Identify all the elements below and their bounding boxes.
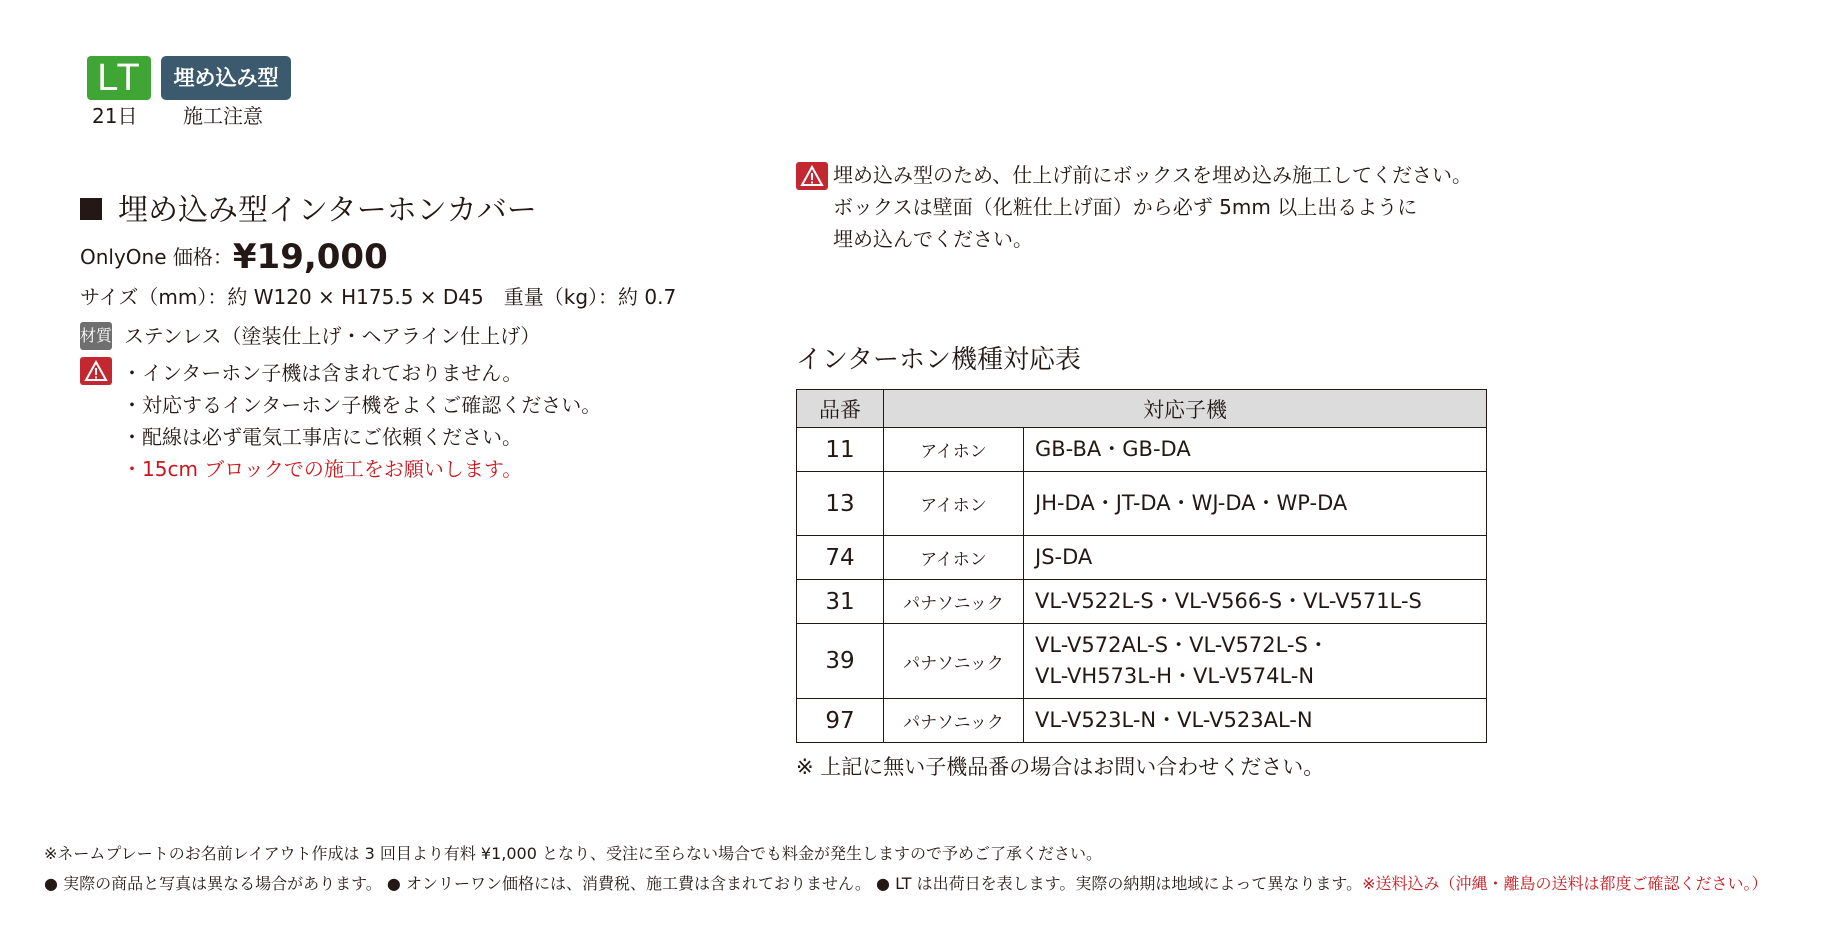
models-cell bbox=[1024, 472, 1487, 536]
material-icon: 材質 bbox=[80, 322, 112, 350]
footer-disclaimers bbox=[44, 873, 1768, 895]
table-row bbox=[797, 624, 1487, 699]
caution-line: 埋め込んでください。 bbox=[833, 227, 1033, 251]
lead-time-badge: LT bbox=[87, 56, 151, 100]
note-item-red: ・15cm ブロックでの施工をお願いします。 bbox=[122, 457, 523, 481]
product-title bbox=[80, 193, 537, 229]
models-cell bbox=[1024, 536, 1487, 580]
size-weight-spec: サイズ（mm）：約 W120 × H175.5 × D45 重量（kg）：約 0.7 bbox=[80, 285, 677, 309]
maker-cell: アイホン bbox=[884, 428, 1024, 472]
compatibility-table-title: インターホン機種対応表 bbox=[796, 345, 1081, 375]
table-row bbox=[797, 428, 1487, 472]
price-value: ¥19,000 bbox=[232, 237, 388, 277]
table-footnote: ※ 上記に無い子機品番の場合はお問い合わせください。 bbox=[796, 755, 1325, 779]
models-cell bbox=[1024, 580, 1487, 624]
model-line: JS-DA bbox=[1035, 545, 1093, 569]
installation-caution-caption: 施工注意 bbox=[183, 104, 263, 128]
material-row bbox=[80, 322, 540, 350]
table-row bbox=[797, 580, 1487, 624]
product-title-text: 埋め込み型インターホンカバー bbox=[118, 193, 537, 228]
warning-triangle-icon bbox=[796, 162, 828, 190]
caution-line: 埋め込み型のため、仕上げ前にボックスを埋め込み施工してください。 bbox=[833, 163, 1472, 187]
installation-caution bbox=[833, 159, 1472, 255]
table-row bbox=[797, 472, 1487, 536]
item-no-cell: 13 bbox=[797, 472, 884, 536]
maker-cell: アイホン bbox=[884, 536, 1024, 580]
maker-cell: アイホン bbox=[884, 472, 1024, 536]
model-line: JH-DA・JT-DA・WJ-DA・WP-DA bbox=[1035, 491, 1348, 515]
item-no-cell: 11 bbox=[797, 428, 884, 472]
item-no-cell: 31 bbox=[797, 580, 884, 624]
models-cell bbox=[1024, 699, 1487, 743]
footer-nameplate-note: ※ネームプレートのお名前レイアウト作成は 3 回目より有料 ¥1,000 となり、受注に至らない場合でも料金が発生しますので予めご了承ください。 bbox=[44, 844, 1102, 863]
disclaimer-photo: 実際の商品と写真は異なる場合があります。 bbox=[63, 874, 382, 893]
models-cell bbox=[1024, 428, 1487, 472]
note-item: ・インターホン子機は含まれておりません。 bbox=[122, 361, 523, 385]
table-row bbox=[797, 699, 1487, 743]
item-no-cell: 74 bbox=[797, 536, 884, 580]
maker-cell: パナソニック bbox=[884, 580, 1024, 624]
bullet-icon: ● bbox=[386, 874, 401, 893]
lead-time-caption: 21日 bbox=[92, 104, 138, 128]
compatibility-table bbox=[796, 389, 1487, 743]
price-label: OnlyOne 価格： bbox=[80, 245, 233, 269]
disclaimer-shipping: ※送料込み（沖縄・離島の送料は都度ご確認ください。） bbox=[1362, 874, 1768, 893]
model-line: VL-V522L-S・VL-V566-S・VL-V571L-S bbox=[1035, 589, 1422, 613]
model-line: VL-V572AL-S・VL-V572L-S・ bbox=[1035, 633, 1329, 657]
model-line: VL-V523L-N・VL-V523AL-N bbox=[1035, 708, 1313, 732]
header-item-no: 品番 bbox=[797, 390, 884, 428]
model-line: VL-VH573L-H・VL-V574L-N bbox=[1035, 664, 1315, 688]
note-item: ・対応するインターホン子機をよくご確認ください。 bbox=[122, 393, 602, 417]
note-item: ・配線は必ず電気工事店にご依頼ください。 bbox=[122, 425, 522, 449]
model-line: GB-BA・GB-DA bbox=[1035, 437, 1191, 461]
warning-triangle-icon bbox=[80, 357, 112, 385]
bullet-icon: ● bbox=[44, 874, 58, 893]
product-notes bbox=[122, 357, 601, 485]
material-text: ステンレス（塗装仕上げ・ヘアライン仕上げ） bbox=[124, 324, 541, 348]
square-bullet-icon bbox=[80, 198, 102, 220]
header-compatible-models: 対応子機 bbox=[884, 390, 1487, 428]
table-row bbox=[797, 536, 1487, 580]
table-header-row bbox=[797, 390, 1487, 428]
disclaimer-price: オンリーワン価格には、消費税、施工費は含まれておりません。 bbox=[405, 874, 871, 893]
maker-cell: パナソニック bbox=[884, 624, 1024, 699]
price-row bbox=[80, 237, 388, 277]
disclaimer-lead-time: LT は出荷日を表します。実際の納期は地域によって異なります。 bbox=[895, 874, 1363, 893]
maker-cell: パナソニック bbox=[884, 699, 1024, 743]
installation-type-badge: 埋め込み型 bbox=[161, 56, 291, 100]
item-no-cell: 97 bbox=[797, 699, 884, 743]
bullet-icon: ● bbox=[876, 874, 890, 893]
models-cell bbox=[1024, 624, 1487, 699]
caution-line: ボックスは壁面（化粧仕上げ面）から必ず 5mm 以上出るように bbox=[833, 195, 1418, 219]
item-no-cell: 39 bbox=[797, 624, 884, 699]
